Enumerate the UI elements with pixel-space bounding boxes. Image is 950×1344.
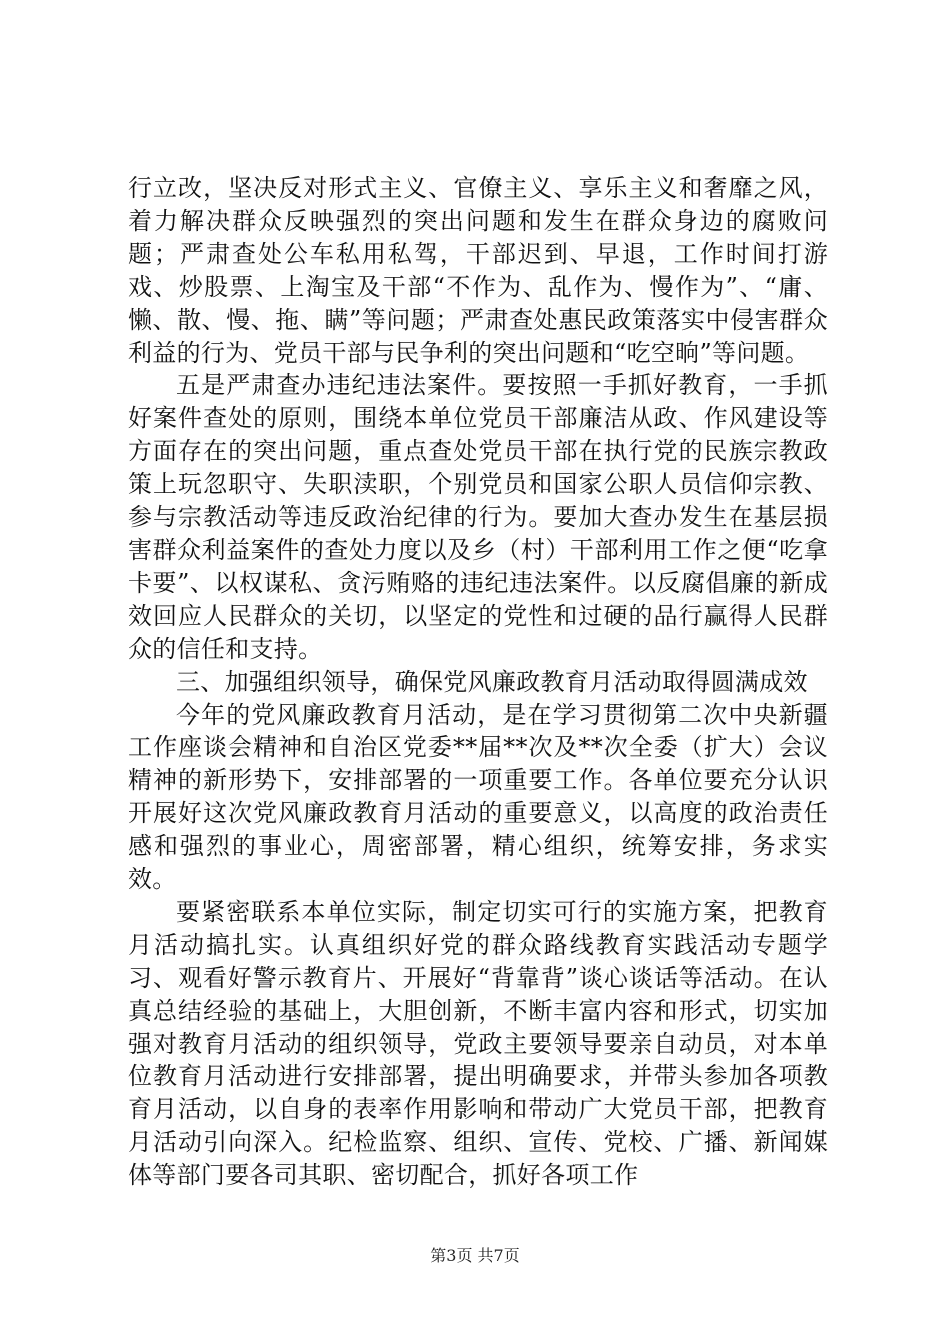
section-heading-three: 三、加强组织领导，确保党风廉政教育月活动取得圆满成效 — [176, 667, 808, 696]
paragraph-continuation: 行立改，坚决反对形式主义、官僚主义、享乐主义和奢靡之风，着力解决群众反映强烈的突出问题和发生在群众身边的腐败问题；严肃查处公车私用私驾，干部迟到、早退，工作时间打游戏、炒股票、上淘宝及干部“不作为、乱作为、慢作为”、“庸、懒、散、慢、拖、瞒”等问题；严肃查处惠民政策落实中侵害群众利益的行为、党员干部与民争利的突出问题和“吃空晌”等问题。 — [128, 174, 828, 367]
paragraph-point-five: 五是严肃查办违纪违法案件。要按照一手抓好教育，一手抓好案件查处的原则，围绕本单位党员干部廉洁从政、作风建设等方面存在的突出问题，重点查处党员干部在执行党的民族宗教政策上玩忽职守、失职渎职，个别党员和国家公职人员信仰宗教、参与宗教活动等违反政治纪律的行为。要加大查办发生在基层损害群众利益案件的查处力度以及乡（村）干部利用工作之便“吃拿卡要”、以权谋私、贪污贿赂的违纪违法案件。以反腐倡廉的新成效回应人民群众的关切，以坚定的党性和过硬的品行赢得人民群众的信任和支持。 — [128, 371, 828, 663]
paragraph-requirements: 要紧密联系本单位实际，制定切实可行的实施方案，把教育月活动搞扎实。认真组织好党的群众路线教育实践活动专题学习、观看好警示教育片、开展好“背靠背”谈心谈话等活动。在认真总结经验的基础上，大胆创新，不断丰富内容和形式，切实加强对教育月活动的组织领导，党政主要领导要亲自动员，对本单位教育月活动进行安排部署，提出明确要求，并带头参加各项教育月活动，以自身的表率作用影响和带动广大党员干部，把教育月活动引向深入。纪检监察、组织、宣传、党校、广播、新闻媒体等部门要各司其职、密切配合，抓好各项工作 — [128, 897, 828, 1190]
paragraph-this-year: 今年的党风廉政教育月活动，是在学习贯彻第二次中央新疆工作座谈会精神和自治区党委**届**次及**次全委（扩大）会议精神的新形势下，安排部署的一项重要工作。各单位要充分认识开展好这次党风廉政教育月活动的重要意义，以高度的政治责任感和强烈的事业心，周密部署，精心组织，统筹安排，务求实效。 — [128, 700, 828, 894]
document-body — [128, 172, 828, 1192]
page-number-footer: 第3页 共7页 — [430, 1246, 520, 1265]
